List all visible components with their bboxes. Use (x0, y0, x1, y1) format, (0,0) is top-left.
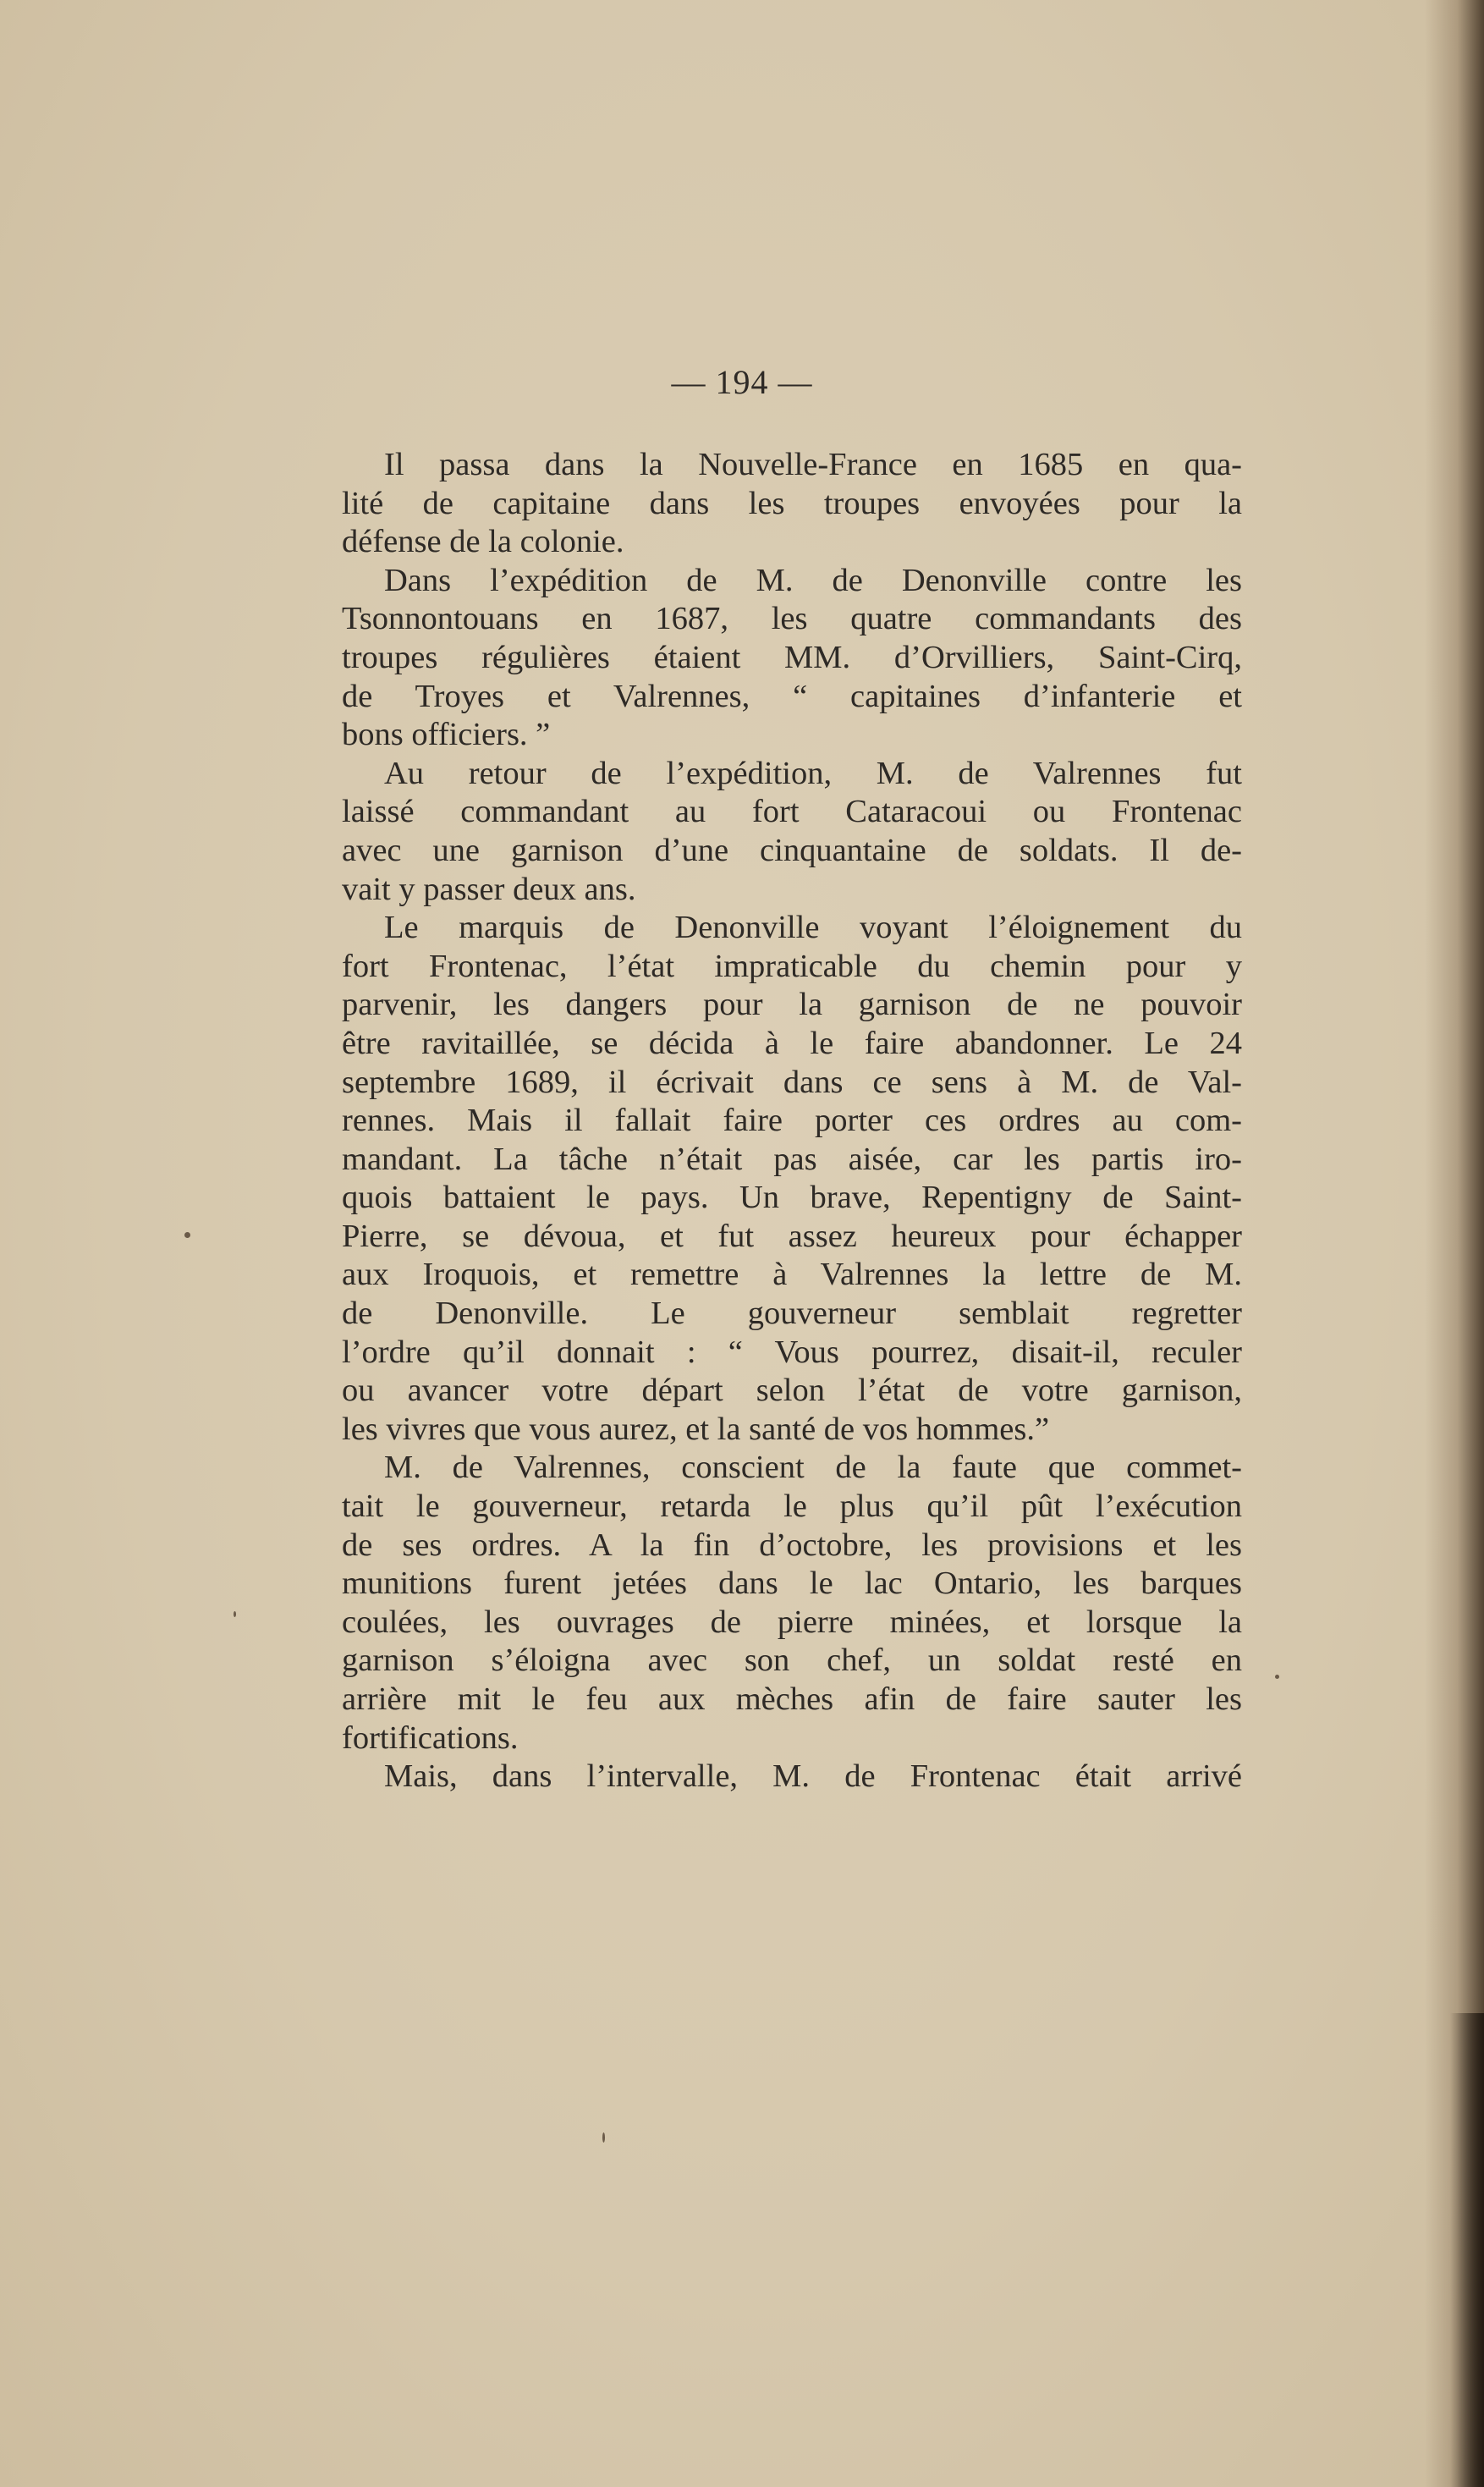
text-line: de Denonville. Le gouverneur semblait regretter (342, 1296, 1242, 1332)
text-line: ou avancer votre départ selon l’état de votre garnison, (342, 1373, 1242, 1409)
text-line: coulées, les ouvrages de pierre minées, et lorsque la (342, 1604, 1242, 1640)
paper-speck (602, 2132, 605, 2143)
text-line: Pierre, se dévoua, et fut assez heureux pour échapper (342, 1218, 1242, 1254)
text-line: fortifications. (342, 1719, 519, 1756)
text-line: Tsonnontouans en 1687, les quatre commandants des (342, 601, 1242, 637)
page-number: — 194 — (671, 363, 813, 401)
text-line: les vivres que vous aurez, et la santé de vos hommes.” (342, 1411, 1050, 1447)
text-line: M. de Valrennes, conscient de la faute que commet- (384, 1450, 1242, 1486)
text-line: arrière mit le feu aux mèches afin de faire sauter les (342, 1681, 1242, 1717)
text-line: défense de la colonie. (342, 524, 624, 560)
text-line: vait y passer deux ans. (342, 871, 636, 907)
text-line: troupes régulières étaient MM. d’Orvilliers, Saint-Cirq, (342, 639, 1242, 675)
paper-speck (234, 1611, 236, 1617)
text-line: avec une garnison d’une cinquantaine de soldats. Il de- (342, 832, 1242, 868)
text-line: laissé commandant au fort Cataracoui ou Frontenac (342, 794, 1242, 830)
text-line: bons officiers. ” (342, 717, 551, 753)
text-line: septembre 1689, il écrivait dans ce sens à M. de Val- (342, 1064, 1242, 1100)
text-line: de Troyes et Valrennes, “ capitaines d’infanterie et (342, 678, 1242, 714)
text-line: lité de capitaine dans les troupes envoyées pour la (342, 485, 1242, 521)
paper-speck (184, 1232, 190, 1238)
text-line: Mais, dans l’intervalle, M. de Frontenac était arrivé (384, 1758, 1242, 1795)
text-line: Dans l’expédition de M. de Denonville contre les (384, 562, 1242, 598)
body-text (342, 446, 1242, 1796)
page-edge-dark-corner (1450, 2013, 1484, 2487)
text-line: parvenir, les dangers pour la garnison de ne pouvoir (342, 987, 1242, 1023)
text-line: de ses ordres. A la fin d’octobre, les provisions et les (342, 1527, 1242, 1563)
text-line: Il passa dans la Nouvelle-France en 1685 en qua- (384, 447, 1242, 482)
text-line: mandant. La tâche n’était pas aisée, car les partis iro- (342, 1141, 1242, 1177)
text-line: tait le gouverneur, retarda le plus qu’il pût l’exécution (342, 1488, 1242, 1525)
text-line: rennes. Mais il fallait faire porter ces ordres au com- (342, 1103, 1242, 1139)
text-line: Le marquis de Denonville voyant l’éloignement du (384, 910, 1242, 946)
text-line: quois battaient le pays. Un brave, Repentigny de Saint- (342, 1180, 1242, 1216)
text-line: munitions furent jetées dans le lac Ontario, les barques (342, 1565, 1242, 1602)
text-line: être ravitaillée, se décida à le faire abandonner. Le 24 (342, 1025, 1242, 1061)
text-line: l’ordre qu’il donnait : “ Vous pourrez, disait-il, reculer (342, 1334, 1242, 1370)
text-line: garnison s’éloigna avec son chef, un soldat resté en (342, 1642, 1242, 1679)
text-line: aux Iroquois, et remettre à Valrennes la lettre de M. (342, 1257, 1242, 1293)
paper-speck (1275, 1675, 1279, 1679)
text-line: Au retour de l’expédition, M. de Valrennes fut (384, 755, 1242, 791)
text-line: fort Frontenac, l’état impraticable du chemin pour y (342, 948, 1242, 984)
